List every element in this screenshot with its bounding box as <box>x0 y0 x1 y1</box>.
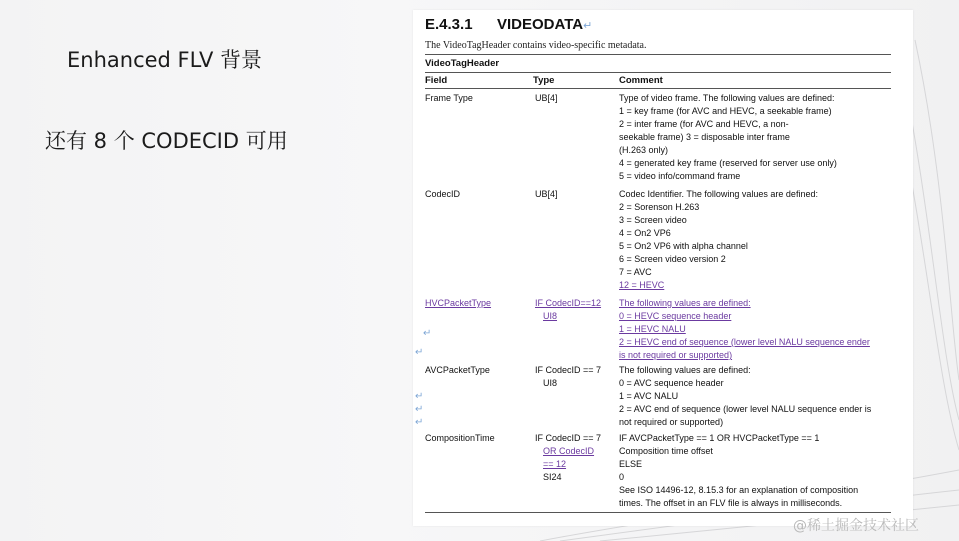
comment-line: Codec Identifier. The following values are defined: <box>619 189 818 199</box>
column-header-field: Field <box>425 75 448 86</box>
row-codecid-comment <box>619 188 818 292</box>
comment-line: is not required or supported) <box>619 350 733 360</box>
comment-line: 2 = Sorenson H.263 <box>619 202 700 212</box>
row-frame-type-field: Frame Type <box>425 93 473 103</box>
comment-line: Composition time offset <box>619 446 713 456</box>
section-description: The VideoTagHeader contains video-specific metadata. <box>425 40 647 51</box>
comment-line: 2 = inter frame (for AVC and HEVC, a non- <box>619 119 789 129</box>
comment-line: 5 = On2 VP6 with alpha channel <box>619 241 748 251</box>
type-line: SI24 <box>543 472 562 482</box>
comment-line: times. The offset in an FLV file is always in milliseconds. <box>619 498 843 508</box>
paragraph-mark-icon: ↵ <box>415 347 424 358</box>
comment-line: 3 = Screen video <box>619 215 687 225</box>
column-header-type: Type <box>533 75 555 86</box>
comment-line: 0 <box>619 472 625 482</box>
comment-line: seekable frame) 3 = disposable inter frame <box>619 132 790 142</box>
comment-line: See ISO 14496-12, 8.15.3 for an explanation of composition <box>619 485 859 495</box>
row-hvc-packet-type-field: HVCPacketType <box>425 298 492 308</box>
comment-line: 4 = generated key frame (reserved for server use only) <box>619 158 837 168</box>
comment-line: 7 = AVC <box>619 267 652 277</box>
paragraph-mark-icon: ↵ <box>415 391 424 402</box>
table-bottom-rule <box>425 512 891 513</box>
comment-line: 0 = HEVC sequence header <box>619 311 732 321</box>
row-hvc-packet-type-type <box>535 297 601 323</box>
type-line: IF CodecID == 7 <box>535 365 602 375</box>
comment-line: 2 = HEVC end of sequence (lower level NALU sequence ender <box>619 337 870 347</box>
row-hvc-packet-type-comment <box>619 297 870 362</box>
table-header-rule <box>425 72 891 73</box>
type-line: UI8 <box>543 378 558 388</box>
type-line: UI8 <box>543 311 558 321</box>
comment-line: 4 = On2 VP6 <box>619 228 671 238</box>
paragraph-mark-icon: ↵ <box>415 404 424 415</box>
comment-line: 1 = key frame (for AVC and HEVC, a seekable frame) <box>619 106 832 116</box>
row-frame-type-comment <box>619 92 837 183</box>
paragraph-mark-icon: ↵ <box>583 20 593 32</box>
comment-line: 1 = HEVC NALU <box>619 324 686 334</box>
row-avc-packet-type-type <box>535 364 601 390</box>
section-title: VIDEODATA <box>497 16 584 33</box>
column-header-rule <box>425 88 891 89</box>
column-header-comment: Comment <box>619 75 663 86</box>
comment-line: not required or supported) <box>619 417 724 427</box>
slide-subtitle: 还有 8 个 CODECID 可用 <box>45 129 288 153</box>
comment-line: 6 = Screen video version 2 <box>619 254 726 264</box>
type-line: IF CodecID==12 <box>535 298 602 308</box>
comment-line: The following values are defined: <box>619 365 751 375</box>
comment-line-hevc: 12 = HEVC <box>619 280 665 290</box>
watermark: @稀土掘金技术社区 <box>793 518 919 534</box>
row-codecid-field: CodecID <box>425 189 461 199</box>
section-heading <box>425 16 592 33</box>
row-avc-packet-type-field: AVCPacketType <box>425 365 490 375</box>
comment-line: 0 = AVC sequence header <box>619 378 724 388</box>
slide-title: Enhanced FLV 背景 <box>67 48 263 72</box>
comment-line: 2 = AVC end of sequence (lower level NALU sequence ender is <box>619 404 872 414</box>
comment-line: ELSE <box>619 459 643 469</box>
row-composition-time-comment <box>619 432 858 510</box>
row-composition-time-type <box>535 432 601 484</box>
comment-line: IF AVCPacketType == 1 OR HVCPacketType == 1 <box>619 433 820 443</box>
section-number: E.4.3.1 <box>425 16 473 33</box>
comment-line: (H.263 only) <box>619 145 669 155</box>
type-line: == 12 <box>543 459 567 469</box>
comment-line: Type of video frame. The following values are defined: <box>619 93 835 103</box>
type-line: OR CodecID <box>543 446 595 456</box>
paragraph-mark-icon: ↵ <box>415 417 424 428</box>
paragraph-mark-icon: ↵ <box>423 328 432 339</box>
comment-line: 1 = AVC NALU <box>619 391 679 401</box>
spec-document-image <box>413 10 913 526</box>
type-line: IF CodecID == 7 <box>535 433 602 443</box>
comment-line: The following values are defined: <box>619 298 751 308</box>
table-top-rule <box>425 54 891 55</box>
row-composition-time-field: CompositionTime <box>425 433 495 443</box>
table-name: VideoTagHeader <box>425 58 500 69</box>
comment-line: 5 = video info/command frame <box>619 171 741 181</box>
row-frame-type-type: UB[4] <box>535 93 558 103</box>
row-codecid-type: UB[4] <box>535 189 558 199</box>
row-avc-packet-type-comment <box>619 364 871 429</box>
